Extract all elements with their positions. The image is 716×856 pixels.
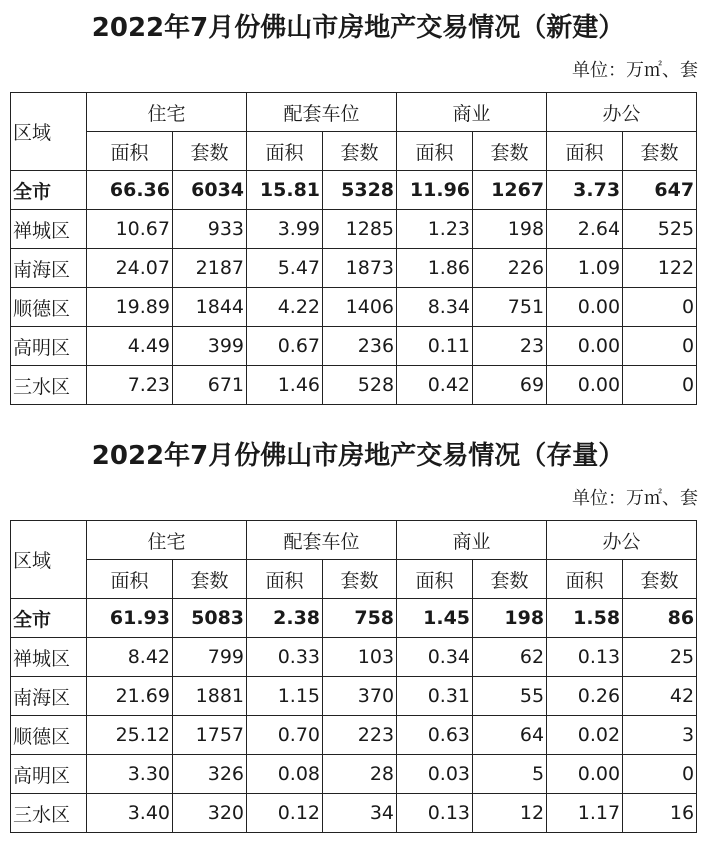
new-build-unit: 单位：万㎡、套 [572, 60, 698, 81]
count-cell: 86 [623, 599, 697, 638]
count-cell: 5328 [323, 171, 397, 210]
area-cell: 19.89 [87, 288, 173, 327]
region-cell: 顺德区 [11, 716, 87, 755]
area-cell: 0.63 [397, 716, 473, 755]
area-cell: 3.73 [547, 171, 623, 210]
count-cell: 16 [623, 794, 697, 833]
region-cell: 三水区 [11, 366, 87, 405]
count-cell: 1267 [473, 171, 547, 210]
area-cell: 5.47 [247, 249, 323, 288]
count-cell: 23 [473, 327, 547, 366]
area-cell: 25.12 [87, 716, 173, 755]
area-cell: 0.00 [547, 755, 623, 794]
count-cell: 122 [623, 249, 697, 288]
region-cell: 全市 [11, 171, 87, 210]
count-cell: 0 [623, 366, 697, 405]
area-cell: 1.86 [397, 249, 473, 288]
count-cell: 320 [173, 794, 247, 833]
count-cell: 236 [323, 327, 397, 366]
area-cell: 1.45 [397, 599, 473, 638]
count-cell: 5 [473, 755, 547, 794]
table-row [11, 366, 697, 405]
count-cell: 5083 [173, 599, 247, 638]
area-cell: 10.67 [87, 210, 173, 249]
count-cell: 399 [173, 327, 247, 366]
area-cell: 1.17 [547, 794, 623, 833]
subheader: 套数 [323, 132, 397, 171]
region-cell: 禅城区 [11, 210, 87, 249]
table-row [11, 327, 697, 366]
area-cell: 0.00 [547, 288, 623, 327]
count-cell: 1873 [323, 249, 397, 288]
area-cell: 0.13 [397, 794, 473, 833]
area-cell: 0.11 [397, 327, 473, 366]
area-cell: 0.70 [247, 716, 323, 755]
existing-unit: 单位：万㎡、套 [572, 488, 698, 509]
area-cell: 0.00 [547, 327, 623, 366]
table-row [11, 288, 697, 327]
subheader: 面积 [397, 560, 473, 599]
count-cell: 933 [173, 210, 247, 249]
subheader-row [11, 560, 697, 599]
group-header-office: 办公 [547, 93, 697, 132]
area-cell: 1.58 [547, 599, 623, 638]
area-cell: 1.23 [397, 210, 473, 249]
area-cell: 4.49 [87, 327, 173, 366]
group-header-parking: 配套车位 [247, 93, 397, 132]
region-cell: 三水区 [11, 794, 87, 833]
region-header: 区域 [11, 93, 87, 171]
subheader-row [11, 132, 697, 171]
count-cell: 198 [473, 210, 547, 249]
count-cell: 62 [473, 638, 547, 677]
area-cell: 1.09 [547, 249, 623, 288]
count-cell: 226 [473, 249, 547, 288]
area-cell: 15.81 [247, 171, 323, 210]
count-cell: 528 [323, 366, 397, 405]
count-cell: 0 [623, 288, 697, 327]
subheader: 面积 [547, 132, 623, 171]
count-cell: 671 [173, 366, 247, 405]
count-cell: 64 [473, 716, 547, 755]
region-cell: 禅城区 [11, 638, 87, 677]
area-cell: 8.42 [87, 638, 173, 677]
count-cell: 3 [623, 716, 697, 755]
table-row [11, 210, 697, 249]
area-cell: 24.07 [87, 249, 173, 288]
count-cell: 28 [323, 755, 397, 794]
area-cell: 0.33 [247, 638, 323, 677]
count-cell: 1844 [173, 288, 247, 327]
count-cell: 1757 [173, 716, 247, 755]
subheader: 面积 [397, 132, 473, 171]
area-cell: 0.67 [247, 327, 323, 366]
area-cell: 3.40 [87, 794, 173, 833]
area-cell: 0.03 [397, 755, 473, 794]
subheader: 套数 [473, 132, 547, 171]
group-header-commercial: 商业 [397, 521, 547, 560]
area-cell: 1.46 [247, 366, 323, 405]
region-cell: 顺德区 [11, 288, 87, 327]
area-cell: 11.96 [397, 171, 473, 210]
area-cell: 2.38 [247, 599, 323, 638]
area-cell: 0.12 [247, 794, 323, 833]
area-cell: 0.31 [397, 677, 473, 716]
existing-table [10, 520, 697, 833]
area-cell: 21.69 [87, 677, 173, 716]
total-row [11, 599, 697, 638]
count-cell: 0 [623, 327, 697, 366]
subheader: 套数 [623, 560, 697, 599]
count-cell: 326 [173, 755, 247, 794]
table-row [11, 755, 697, 794]
subheader: 面积 [247, 560, 323, 599]
table-row [11, 638, 697, 677]
area-cell: 61.93 [87, 599, 173, 638]
group-header-row [11, 521, 697, 560]
new-build-table [10, 92, 697, 405]
subheader: 套数 [173, 132, 247, 171]
area-cell: 1.15 [247, 677, 323, 716]
existing-title: 2022年7月份佛山市房地产交易情况（存量） [91, 441, 625, 471]
new-build-title: 2022年7月份佛山市房地产交易情况（新建） [91, 13, 625, 43]
region-cell: 高明区 [11, 755, 87, 794]
area-cell: 0.02 [547, 716, 623, 755]
area-cell: 0.26 [547, 677, 623, 716]
area-cell: 3.99 [247, 210, 323, 249]
region-cell: 全市 [11, 599, 87, 638]
subheader: 套数 [473, 560, 547, 599]
subheader: 套数 [623, 132, 697, 171]
subheader: 套数 [173, 560, 247, 599]
subheader: 面积 [87, 560, 173, 599]
group-header-commercial: 商业 [397, 93, 547, 132]
count-cell: 12 [473, 794, 547, 833]
group-header-residential: 住宅 [87, 521, 247, 560]
region-cell: 南海区 [11, 677, 87, 716]
count-cell: 198 [473, 599, 547, 638]
count-cell: 758 [323, 599, 397, 638]
count-cell: 223 [323, 716, 397, 755]
table-row [11, 716, 697, 755]
group-header-row [11, 93, 697, 132]
count-cell: 1881 [173, 677, 247, 716]
table-row [11, 677, 697, 716]
count-cell: 103 [323, 638, 397, 677]
count-cell: 799 [173, 638, 247, 677]
area-cell: 4.22 [247, 288, 323, 327]
region-cell: 高明区 [11, 327, 87, 366]
total-row [11, 171, 697, 210]
count-cell: 42 [623, 677, 697, 716]
count-cell: 34 [323, 794, 397, 833]
count-cell: 55 [473, 677, 547, 716]
subheader: 面积 [87, 132, 173, 171]
area-cell: 3.30 [87, 755, 173, 794]
group-header-office: 办公 [547, 521, 697, 560]
region-cell: 南海区 [11, 249, 87, 288]
table-row [11, 794, 697, 833]
table-row [11, 249, 697, 288]
count-cell: 69 [473, 366, 547, 405]
area-cell: 66.36 [87, 171, 173, 210]
area-cell: 0.42 [397, 366, 473, 405]
region-header: 区域 [11, 521, 87, 599]
count-cell: 525 [623, 210, 697, 249]
subheader: 面积 [247, 132, 323, 171]
count-cell: 751 [473, 288, 547, 327]
count-cell: 25 [623, 638, 697, 677]
area-cell: 7.23 [87, 366, 173, 405]
count-cell: 647 [623, 171, 697, 210]
count-cell: 0 [623, 755, 697, 794]
area-cell: 0.34 [397, 638, 473, 677]
area-cell: 0.00 [547, 366, 623, 405]
subheader: 面积 [547, 560, 623, 599]
area-cell: 0.13 [547, 638, 623, 677]
count-cell: 1285 [323, 210, 397, 249]
area-cell: 0.08 [247, 755, 323, 794]
count-cell: 1406 [323, 288, 397, 327]
area-cell: 2.64 [547, 210, 623, 249]
group-header-residential: 住宅 [87, 93, 247, 132]
count-cell: 6034 [173, 171, 247, 210]
area-cell: 8.34 [397, 288, 473, 327]
count-cell: 370 [323, 677, 397, 716]
subheader: 套数 [323, 560, 397, 599]
count-cell: 2187 [173, 249, 247, 288]
group-header-parking: 配套车位 [247, 521, 397, 560]
